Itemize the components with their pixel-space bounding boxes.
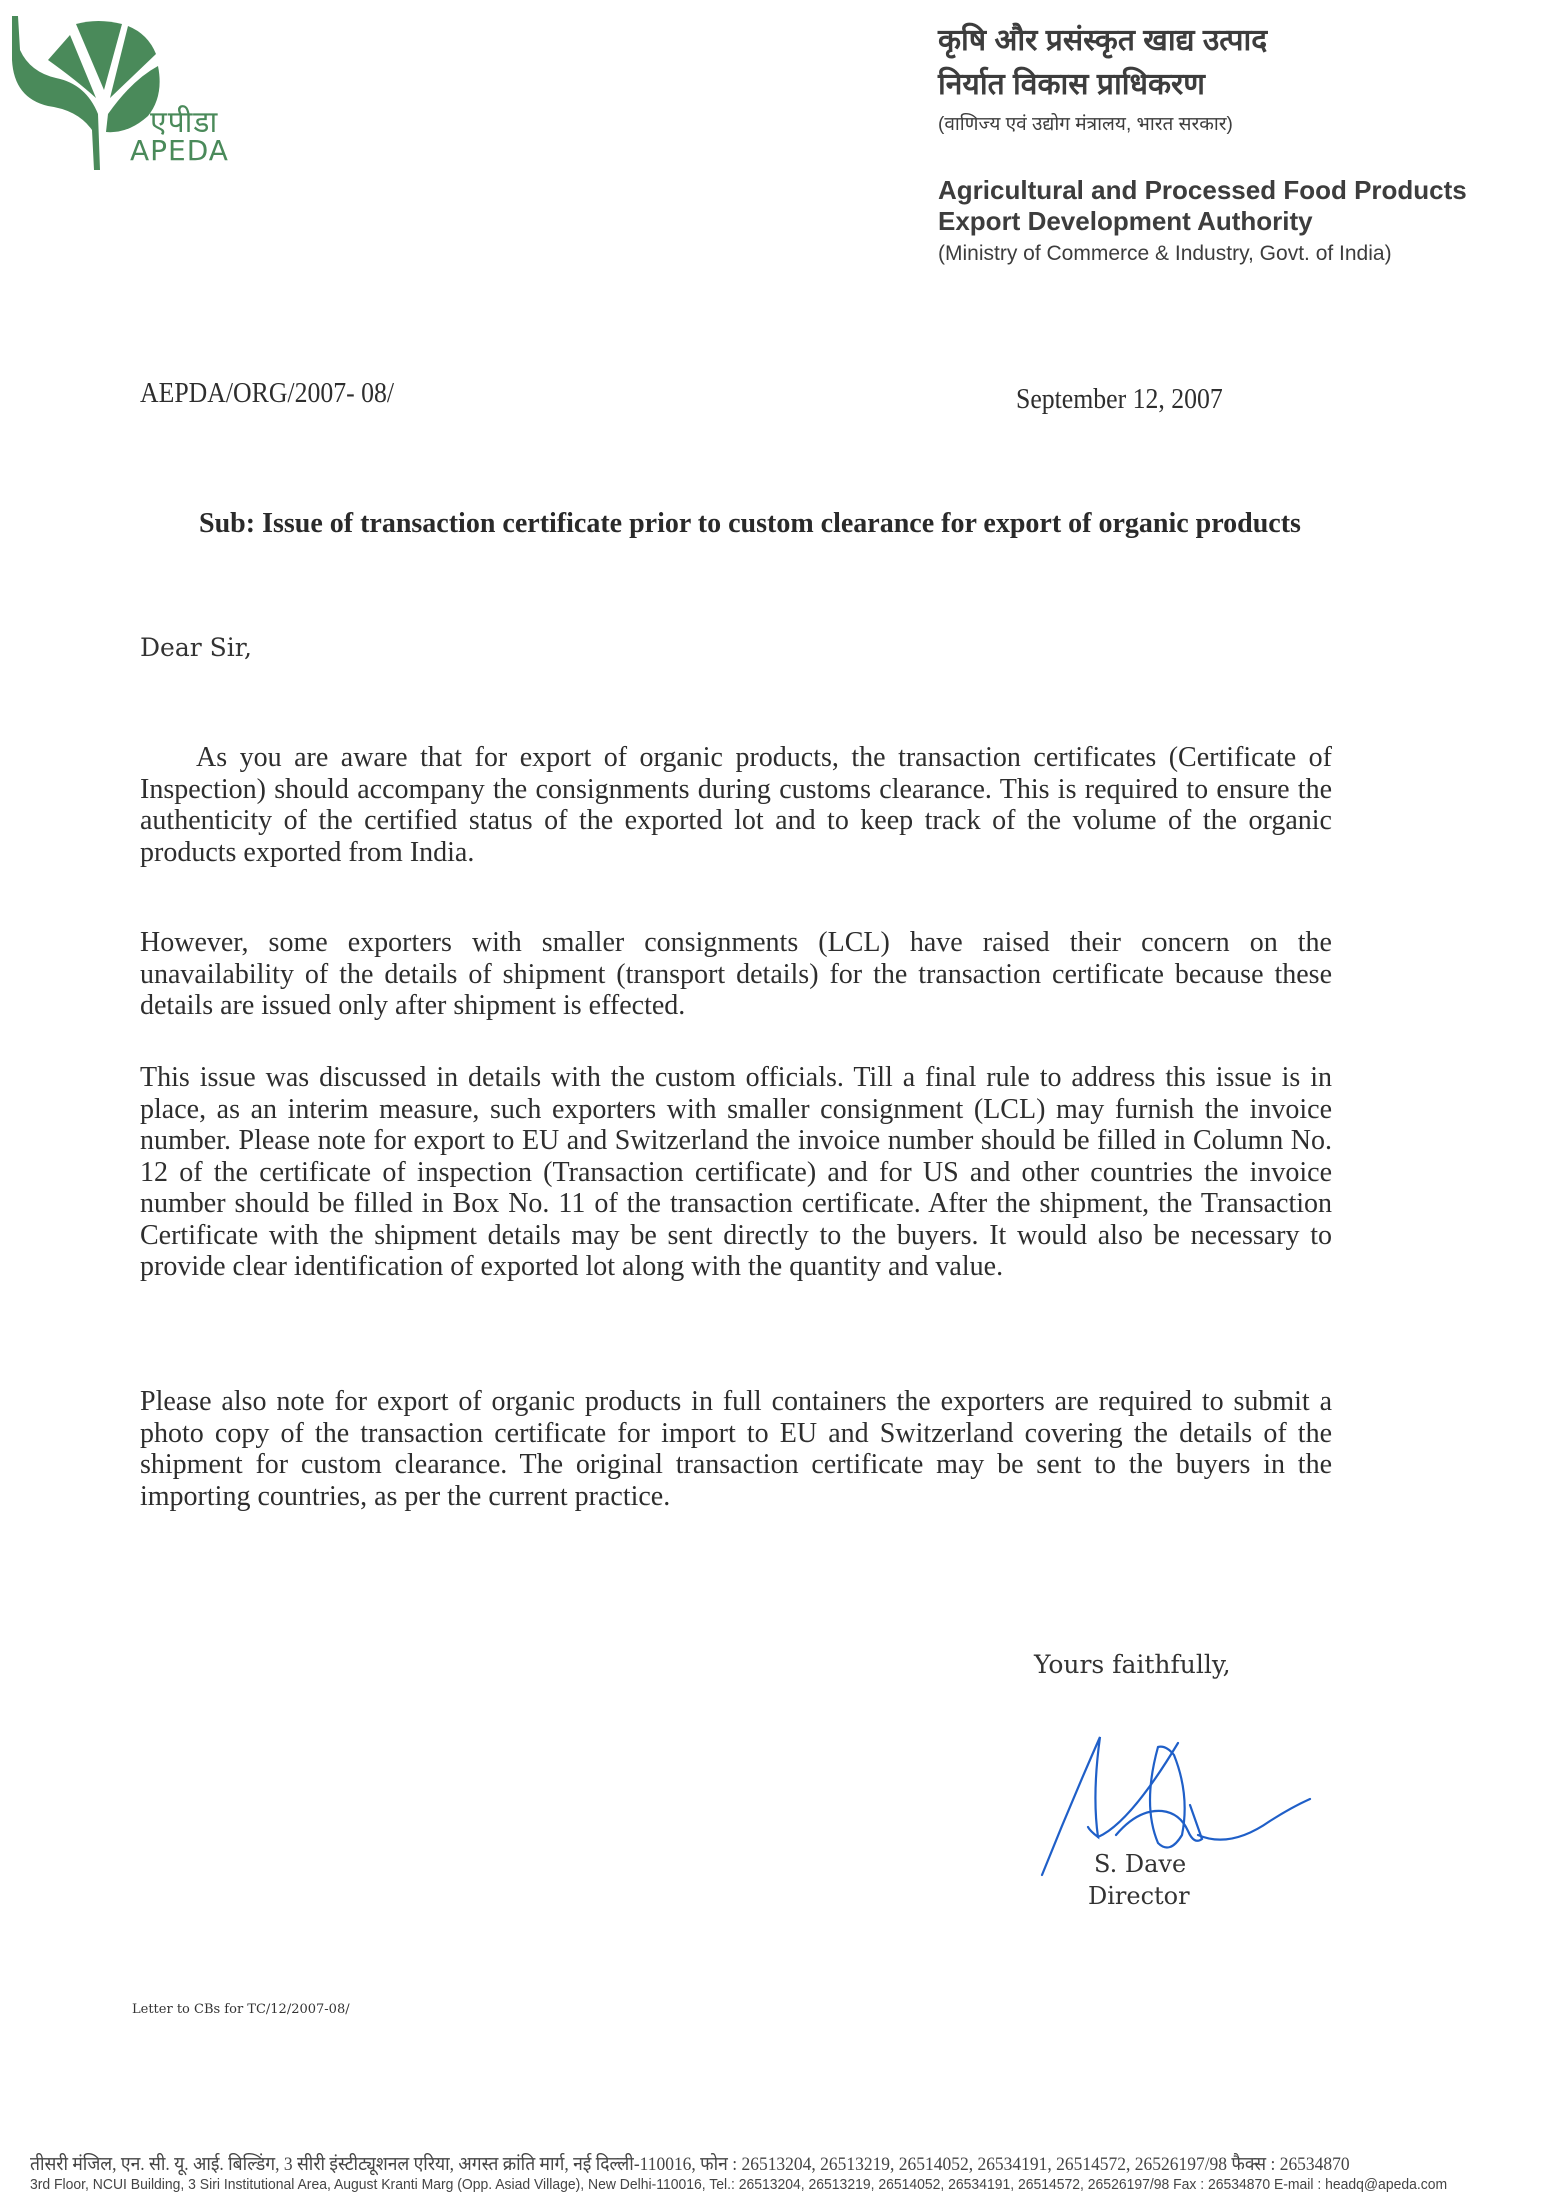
logo-name: APEDA	[130, 134, 229, 167]
org-name-line-1: Agricultural and Processed Food Products	[938, 175, 1467, 205]
signer-title: Director	[1088, 1882, 1190, 1910]
footer-address-hindi: तीसरी मंजिल, एन. सी. यू. आई. बिल्डिंग, 3 सीरी इंस्टीट्यूशनल एरिया, अगस्त क्रांति मार्ग, नई दिल्ली-110016, फोन : 26513204, 26513219, 26514052, 26534191, 26514572, 26526197/98 फैक्स : 26534870	[30, 2154, 1350, 2175]
closing: Yours faithfully,	[1034, 1650, 1231, 1679]
reference-note: Letter to CBs for TC/12/2007-08/	[132, 2002, 350, 2017]
letter-date: September 12, 2007	[1016, 384, 1223, 415]
body-paragraph: This issue was discussed in details with the custom officials. Till a final rule to address this issue is in place, as an interim measure, such exporters with smaller consignment (LCL) may furnish the invoice number. Please note for export to EU and Switzerland the invoice number should be filled in Column No. 12 of the certificate of inspection (Transaction certificate) and for US and other countries the invoice number should be filled in Box No. 11 of the transaction certificate. After the shipment, the Transaction Certificate with the shipment details may be sent directly to the buyers. It would also be necessary to provide clear identification of exported lot along with the quantity and value.	[140, 1062, 1332, 1282]
org-name-hindi-line-2: निर्यात विकास प्राधिकरण	[938, 68, 1205, 101]
ministry-hindi: (वाणिज्य एवं उद्योग मंत्रालय, भारत सरकार)	[938, 114, 1233, 135]
body-paragraph: As you are aware that for export of organic products, the transaction certificates (Certificate of Inspection) should accompany the consignments during customs clearance. This is required to ensure the authenticity of the certified status of the exported lot and to keep track of the volume of the organic products exported from India.	[140, 742, 1332, 868]
org-name-hindi-line-1: कृषि और प्रसंस्कृत खाद्य उत्पाद	[938, 24, 1268, 57]
handwritten-signature-icon	[1030, 1735, 1320, 1905]
ministry-name: (Ministry of Commerce & Industry, Govt. of India)	[938, 242, 1392, 265]
reference-number: AEPDA/ORG/2007- 08/	[140, 378, 395, 409]
salutation: Dear Sir,	[140, 633, 252, 662]
logo-hindi-name: एपीडा	[150, 105, 219, 140]
body-paragraph: However, some exporters with smaller consignments (LCL) have raised their concern on the unavailability of the details of shipment (transport details) for the transaction certificate because these details are issued only after shipment is effected.	[140, 927, 1332, 1021]
subject-line: Sub: Issue of transaction certificate prior to custom clearance for export of organic products	[199, 508, 1301, 539]
footer-address-english: 3rd Floor, NCUI Building, 3 Siri Institutional Area, August Kranti Marg (Opp. Asiad Village), New Delhi-110016, Tel.: 26513204, 26513219, 26514052, 26534191, 26514572, 26526197/98 Fax : 26534870 E-mail : headq@apeda.com	[30, 2176, 1448, 2193]
org-name-line-2: Export Development Authority	[938, 206, 1313, 236]
body-paragraph: Please also note for export of organic products in full containers the exporters are required to submit a photo copy of the transaction certificate for import to EU and Switzerland covering the details of the shipment for custom clearance. The original transaction certificate may be sent to the buyers in the importing countries, as per the current practice.	[140, 1386, 1332, 1512]
signer-name: S. Dave	[1094, 1850, 1187, 1878]
